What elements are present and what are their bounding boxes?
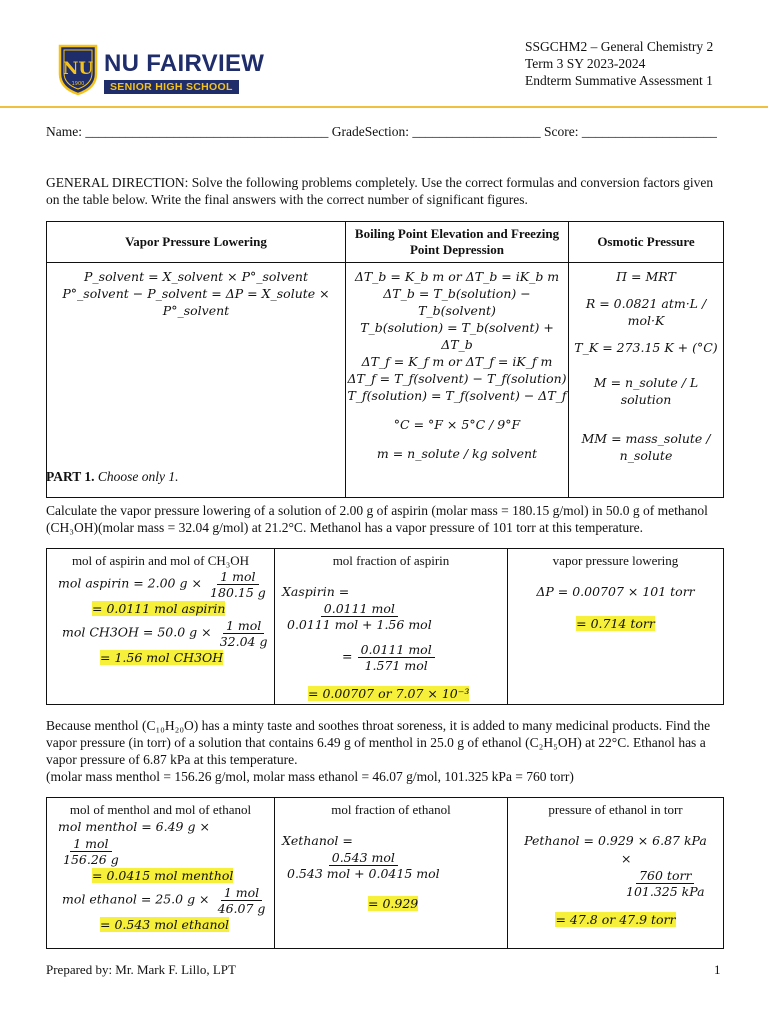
fraction-denominator: 46.07 g — [217, 901, 266, 916]
fraction-denominator: 180.15 g — [210, 585, 266, 600]
formula: T_b(solution) = T_b(solvent) + ΔT_b — [360, 320, 554, 352]
fraction-numerator: 0.0111 mol — [358, 642, 435, 658]
bpe-formulas — [346, 263, 569, 498]
formula-table — [46, 221, 724, 498]
header-osmotic: Osmotic Pressure — [569, 222, 724, 263]
fraction-numerator: 0.543 mol — [329, 850, 398, 866]
problem-2-text — [46, 717, 726, 785]
part-heading — [46, 469, 179, 485]
calc-text: × — [621, 851, 632, 866]
fraction-denominator: 1.571 mol — [364, 658, 428, 673]
solution-cell-pressure — [508, 798, 724, 949]
formula: P°_solvent − P_solvent = ΔP = X_solute × P°_solvent — [62, 286, 330, 318]
formula: R = 0.0821 atm·L / mol·K — [585, 296, 707, 328]
general-direction: GENERAL DIRECTION: Solve the following problems completely. Use the correct formulas and conversion factors given on the table below. Write the final answers with the correct number of significant figures. — [46, 175, 714, 207]
osmotic-formulas — [569, 263, 724, 498]
fraction-denominator: 0.543 mol + 0.0415 mol — [287, 866, 440, 881]
solution-cell-mole-fraction: mol fraction of aspirin Xaspirin = $\frac{\text{0.0111 mol}}{\text{0.0111 mol + 1.56 mol}}$ = $\frac{\text{0.0111 mol}}{\text{1.571 mol}}$ = 0.00707 or 7.07 × 10⁻³ — [275, 549, 508, 705]
column-header: vapor pressure lowering — [552, 553, 679, 568]
prepared-by: Prepared by: Mr. Mark F. Lillo, LPT — [46, 962, 236, 977]
problem-1-text: Calculate the vapor pressure lowering of a solution of 2.00 g of aspirin (molar mass = 180.15 g/mol) in 50.0 g of methanol (CH₃OH)(molar mass = 32.04 g/mol) at 21.2°C. Methanol has a vapor pressure of 101 torr at this temperature. — [46, 503, 708, 535]
calc-text: mol ethanol = 25.0 g × — [62, 891, 210, 907]
formula: ΔT_f = K_f m or ΔT_f = iK_f m — [361, 354, 553, 369]
part-title: PART 1. — [46, 469, 95, 484]
svg-text:NU: NU — [62, 59, 94, 79]
formula: ΔT_f = T_f(solvent) − T_f(solution) — [347, 371, 567, 386]
course-term: Term 3 SY 2023-2024 — [525, 56, 646, 71]
formula: M = n_solute / L solution — [593, 375, 699, 407]
header-boiling-freezing: Boiling Point Elevation and Freezing Point Depression — [346, 222, 569, 263]
solution-cell-moles — [47, 798, 275, 949]
answer-highlight: = 0.543 mol ethanol — [100, 917, 230, 932]
header-vapor-pressure: Vapor Pressure Lowering — [47, 222, 346, 263]
formula: Π = MRT — [616, 269, 676, 284]
page-header — [0, 0, 768, 110]
formula: T_f(solution) = T_f(solvent) − ΔT_f — [347, 388, 567, 403]
calc-text: mol CH3OH = 50.0 g × — [62, 624, 212, 640]
problem-2-body: Because menthol (C₁₀H₂₀O) has a minty taste and soothes throat soreness, it is added to many medicinal products. Find the vapor pressure (in torr) of a solution that contains 6.49 g of menthol in 25.0 g of ethanol (C₂H₅OH) at 22°C. Ethanol has a vapor pressure of 6.87 kPa at this temperature. — [46, 718, 711, 767]
student-info-line: Name: ____________________________________ GradeSection: ___________________ Score: ____________________ — [46, 124, 717, 139]
column-header: mol of aspirin and mol of CH₃OH — [71, 553, 250, 568]
answer-highlight: = 1.56 mol CH3OH — [100, 650, 224, 665]
header-divider — [0, 106, 768, 108]
fraction-numerator: 760 torr — [636, 868, 694, 884]
fraction-numerator: 1 mol — [217, 569, 258, 585]
calc-text: Pethanol = 0.929 × 6.87 kPa — [524, 833, 707, 848]
calc-text: ΔP = 0.00707 × 101 torr — [536, 584, 695, 599]
formula: P_solvent = X_solvent × P°_solvent — [84, 269, 308, 284]
column-header: mol fraction of aspirin — [332, 553, 450, 568]
vpl-formulas — [47, 263, 346, 498]
assessment-title: Endterm Summative Assessment 1 — [525, 73, 713, 88]
solution-cell-moles — [47, 549, 275, 705]
solution-cell-mole-fraction — [275, 798, 508, 949]
answer-highlight: = 0.929 — [368, 896, 419, 911]
fraction-numerator: 1 mol — [221, 885, 262, 901]
problem-1-solution-table — [46, 548, 724, 705]
calc-text: Xaspirin = — [282, 584, 350, 599]
school-name: NU FAIRVIEW — [104, 50, 265, 77]
fraction-numerator: 0.0111 mol — [321, 601, 398, 617]
formula: °C = °F × 5°C / 9°F — [393, 417, 521, 432]
column-header: mol of menthol and mol of ethanol — [69, 802, 252, 817]
calc-text: mol menthol = 6.49 g × — [58, 819, 210, 834]
fraction-denominator: 32.04 g — [219, 634, 268, 649]
calc-text: Xethanol = — [282, 833, 353, 848]
solution-cell-vapor-pressure — [508, 549, 724, 705]
formula: m = n_solute / kg solvent — [376, 446, 538, 461]
answer-highlight: = 0.0415 mol menthol — [92, 868, 234, 883]
fraction-denominator: 0.0111 mol + 1.56 mol — [287, 617, 432, 632]
answer-highlight: = 0.714 torr — [576, 616, 655, 631]
school-shield-logo — [56, 44, 100, 96]
answer-highlight: = 47.8 or 47.9 torr — [555, 912, 676, 927]
formula: MM = mass_solute / n_solute — [581, 431, 711, 463]
formula: T_K = 273.15 K + (°C) — [574, 340, 718, 355]
problem-2-given: (molar mass menthol = 156.26 g/mol, molar mass ethanol = 46.07 g/mol, 101.325 kPa = 760 torr) — [46, 769, 574, 784]
answer-highlight: = 0.00707 or 7.07 × 10⁻³ — [308, 686, 470, 701]
logo-year: 1900 — [71, 81, 85, 87]
problem-2-solution-table — [46, 797, 724, 949]
fraction-denominator: 156.26 g — [63, 852, 119, 867]
course-code: SSGCHM2 – General Chemistry 2 — [525, 39, 714, 54]
formula: ΔT_b = T_b(solution) − T_b(solvent) — [383, 286, 531, 318]
fraction-numerator: 1 mol — [70, 836, 111, 852]
formula: ΔT_b = K_b m or ΔT_b = iK_b m — [354, 269, 560, 284]
part-instruction: Choose only 1. — [97, 469, 179, 484]
answer-highlight: = 0.0111 mol aspirin — [92, 601, 226, 616]
column-header: pressure of ethanol in torr — [548, 802, 683, 817]
calc-text: mol aspirin = 2.00 g × — [58, 575, 202, 591]
course-info — [525, 38, 713, 89]
fraction-denominator: 101.325 kPa — [626, 884, 705, 899]
school-subtitle: SENIOR HIGH SCHOOL — [104, 80, 239, 94]
column-header: mol fraction of ethanol — [331, 802, 451, 817]
page-number: 1 — [714, 962, 721, 977]
fraction-numerator: 1 mol — [223, 618, 264, 634]
